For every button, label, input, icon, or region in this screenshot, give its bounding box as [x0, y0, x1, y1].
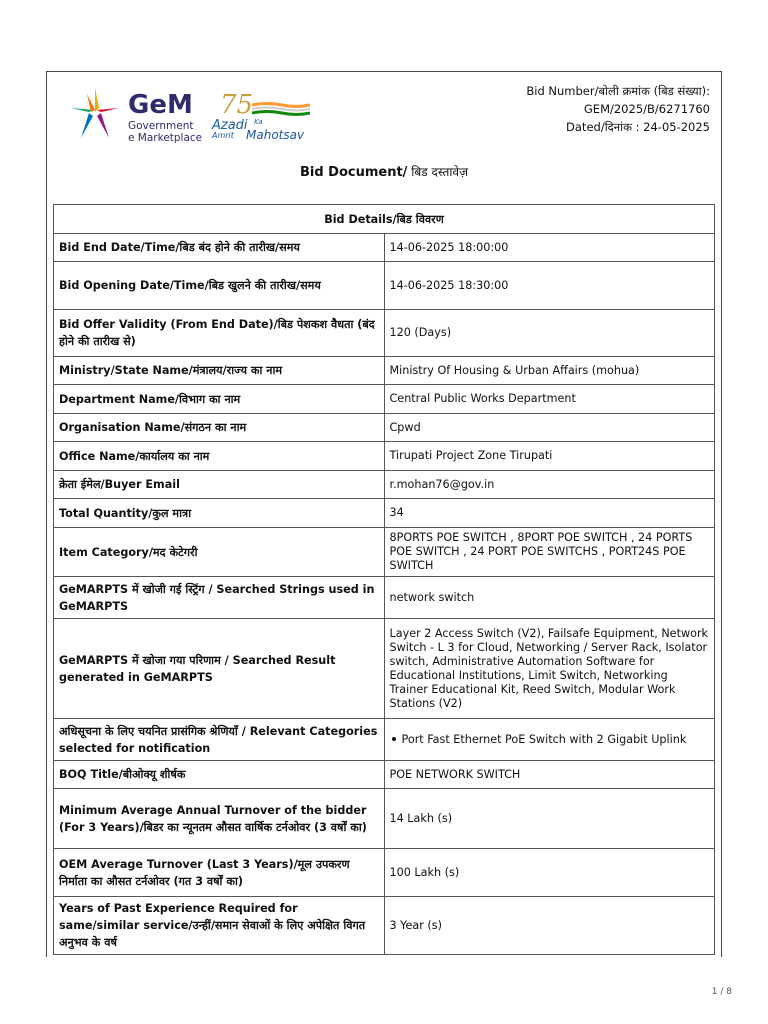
page-indicator: 1 / 8	[711, 987, 732, 997]
row-label: क्रेता ईमेल/Buyer Email	[54, 471, 385, 499]
table-row	[54, 719, 715, 761]
row-value: network switch	[384, 577, 715, 619]
row-value: 120 (Days)	[384, 310, 715, 357]
row-value: Cpwd	[384, 414, 715, 442]
row-value: Layer 2 Access Switch (V2), Failsafe Equipment, Network Switch - L 3 for Cloud, Networking / Server Rack, Isolator switch, Administrative Automation Software for Educational Institutions, Limit Switch, Networking Trainer Educational Kit, Reed Switch, Modular Work Stations (V2)	[384, 619, 715, 719]
gem-logo-line2: e Marketplace	[128, 132, 203, 144]
row-value-list	[384, 719, 715, 761]
table-row	[54, 471, 715, 499]
row-value: 3 Year (s)	[384, 897, 715, 955]
dated-value: 24-05-2025	[643, 120, 710, 134]
azadi-logo-word1: Azadi	[212, 118, 248, 133]
azadi-logo-word2: Ka	[254, 118, 263, 126]
row-label: Bid Opening Date/Time/बिड खुलने की तारीख/समय	[54, 262, 385, 310]
document-title	[47, 163, 721, 180]
document-title-en: Bid Document/	[299, 165, 408, 180]
gem-logo-title: GeM	[128, 90, 193, 120]
row-value: 34	[384, 499, 715, 528]
table-row	[54, 619, 715, 719]
row-value: POE NETWORK SWITCH	[384, 761, 715, 789]
row-label: Total Quantity/कुल मात्रा	[54, 499, 385, 528]
tricolor-waves-icon	[252, 102, 310, 116]
azadi-logo-number: 75	[220, 90, 254, 120]
row-label: GeMARPTS में खोजा गया परिणाम / Searched Result generated in GeMARPTS	[54, 619, 385, 719]
bid-number-label: Bid Number/बोली क्रमांक (बिड संख्या):	[526, 84, 710, 98]
table-row	[54, 577, 715, 619]
table-row	[54, 310, 715, 357]
azadi-ka-amrit-mahotsav-logo	[212, 90, 317, 152]
row-value: Tirupati Project Zone Tirupati	[384, 442, 715, 471]
row-label: Organisation Name/संगठन का नाम	[54, 414, 385, 442]
row-value: 14-06-2025 18:00:00	[384, 234, 715, 262]
row-label: BOQ Title/बीओक्यू शीर्षक	[54, 761, 385, 789]
row-value: Central Public Works Department	[384, 385, 715, 414]
row-value: Ministry Of Housing & Urban Affairs (mohua)	[384, 357, 715, 385]
table-row	[54, 761, 715, 789]
azadi-logo-word4: Mahotsav	[246, 128, 305, 142]
row-label: अधिसूचना के लिए चयनित प्रासंगिक श्रेणियाँ / Relevant Categories selected for notification	[54, 719, 385, 761]
row-value: 14 Lakh (s)	[384, 789, 715, 849]
bid-number-value: GEM/2025/B/6271760	[583, 102, 710, 116]
row-label: Minimum Average Annual Turnover of the bidder (For 3 Years)/बिडर का न्यूनतम औसत वार्षिक टर्नओवर (3 वर्षों का)	[54, 789, 385, 849]
table-heading-row	[54, 205, 715, 234]
document-title-hi: बिड दस्तावेज़	[407, 165, 469, 179]
row-label: Office Name/कार्यालय का नाम	[54, 442, 385, 471]
table-row	[54, 849, 715, 897]
dated-label: Dated/दिनांक :	[566, 120, 640, 134]
row-label: GeMARPTS में खोजी गई स्ट्रिंग / Searched Strings used in GeMARPTS	[54, 577, 385, 619]
row-label: Bid End Date/Time/बिड बंद होने की तारीख/समय	[54, 234, 385, 262]
table-row	[54, 897, 715, 955]
table-row	[54, 528, 715, 577]
document-header	[47, 72, 721, 192]
table-row	[54, 385, 715, 414]
row-label: Years of Past Experience Required for same/similar service/उन्हीं/समान सेवाओं के लिए अपेक्षित विगत अनुभव के वर्ष	[54, 897, 385, 955]
gem-logo-line1: Government	[128, 120, 194, 132]
table-row	[54, 414, 715, 442]
row-label: Bid Offer Validity (From End Date)/बिड पेशकश वैधता (बंद होने की तारीख से)	[54, 310, 385, 357]
table-row	[54, 442, 715, 471]
gem-logo	[65, 82, 205, 152]
table-row	[54, 789, 715, 849]
gem-star-icon	[65, 82, 125, 144]
table-row	[54, 357, 715, 385]
row-value: r.mohan76@gov.in	[384, 471, 715, 499]
row-label: Item Category/मद केटेगरी	[54, 528, 385, 577]
row-value: 14-06-2025 18:30:00	[384, 262, 715, 310]
table-row	[54, 262, 715, 310]
bid-meta	[526, 82, 710, 136]
bid-dated	[526, 118, 710, 136]
bullet-icon	[392, 737, 396, 741]
row-value: 8PORTS POE SWITCH , 8PORT POE SWITCH , 24 PORTS POE SWITCH , 24 PORT POE SWITCHS , PORT24S POE SWITCH	[384, 528, 715, 577]
bid-details-table	[53, 204, 715, 955]
row-label: Ministry/State Name/मंत्रालय/राज्य का नाम	[54, 357, 385, 385]
row-label: OEM Average Turnover (Last 3 Years)/मूल उपकरण निर्माता का औसत टर्नओवर (गत 3 वर्षों का)	[54, 849, 385, 897]
table-row	[54, 234, 715, 262]
table-row	[54, 499, 715, 528]
relevant-category-item: Port Fast Ethernet PoE Switch with 2 Gigabit Uplink	[401, 732, 687, 746]
bid-document-page	[46, 71, 722, 957]
azadi-logo-word3: Amrit	[212, 131, 234, 140]
row-label: Department Name/विभाग का नाम	[54, 385, 385, 414]
table-heading: Bid Details/बिड विवरण	[54, 205, 715, 234]
row-value: 100 Lakh (s)	[384, 849, 715, 897]
